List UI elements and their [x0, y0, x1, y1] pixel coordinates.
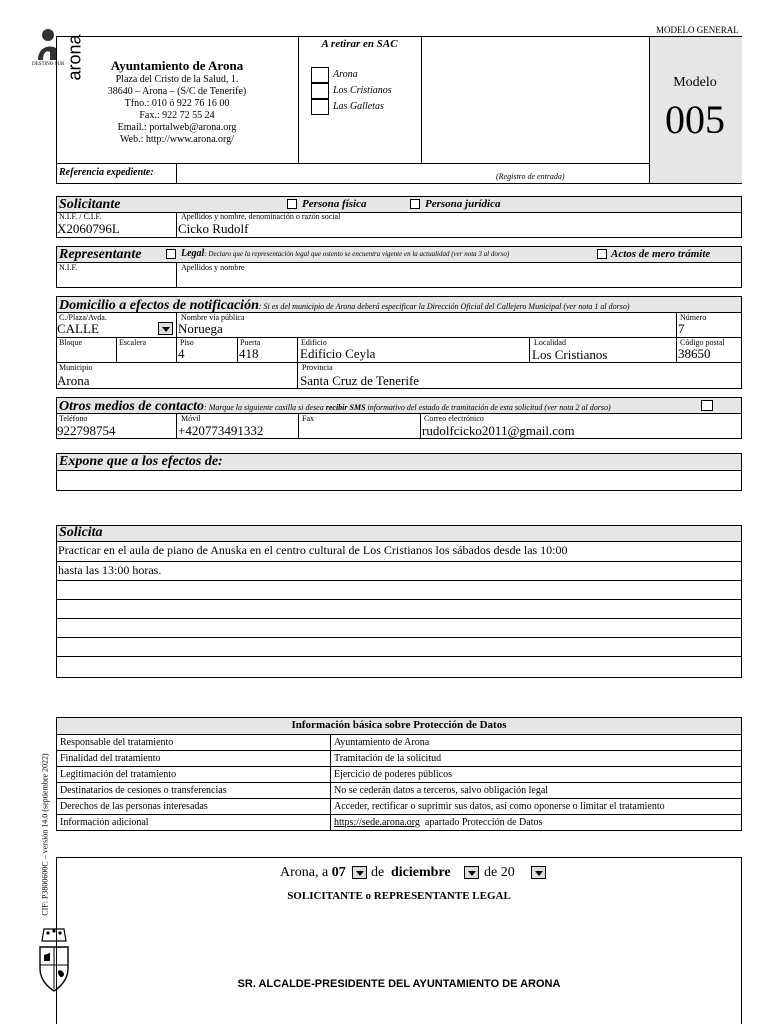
domicilio-title: Domicilio a efectos de notificación	[59, 298, 259, 313]
municipio-label: Municipio	[59, 363, 93, 372]
provincia-input[interactable]: Santa Cruz de Tenerife	[300, 373, 420, 388]
via-tipo-select[interactable]: CALLE	[57, 321, 99, 336]
dp-value: Ejercicio de poderes públicos	[334, 769, 453, 780]
via-nombre-label: Nombre vía pública	[181, 313, 245, 322]
localidad-input[interactable]: Los Cristianos	[532, 347, 608, 362]
via-nombre-input[interactable]: Noruega	[178, 321, 223, 336]
contacto-note-bold: recibir SMS	[325, 403, 366, 412]
cp-input[interactable]: 38650	[678, 346, 711, 361]
persona-juridica-label: Persona jurídica	[425, 198, 501, 210]
mero-tramite-label: Actos de mero trámite	[611, 248, 711, 260]
firma-date-line	[280, 865, 346, 881]
modelo-number: 005	[665, 97, 725, 142]
legal-declaration	[181, 248, 509, 259]
org-address1: Plaza del Cristo de la Salud, 1.	[115, 74, 239, 85]
dp-key: Destinatarios de cesiones o transferencias	[60, 785, 227, 796]
retirar-cristianos-checkbox[interactable]	[311, 83, 329, 99]
piso-label: Piso	[180, 338, 194, 347]
retirar-option-galletas: Las Galletas	[333, 101, 384, 112]
month-dropdown-icon[interactable]	[464, 866, 479, 879]
edificio-input[interactable]: Edificio Ceyla	[300, 346, 376, 361]
modelo-general-label: MODELO GENERAL	[656, 25, 739, 35]
email-label: Correo electrónico	[424, 414, 484, 423]
solicita-title: Solicita	[59, 525, 103, 540]
firma-de2: de 20	[484, 865, 515, 880]
dp-value: No se cederán datos a terceros, salvo obligación legal	[334, 785, 549, 796]
day-dropdown-icon[interactable]	[352, 866, 367, 879]
org-phone: Tfno.: 010 ó 922 76 16 00	[124, 98, 230, 109]
via-tipo-label: C./Plaza/Avda.	[59, 313, 107, 322]
retirar-option-arona: Arona	[333, 69, 358, 80]
domicilio-note: : Si es del municipio de Arona deberá especificar la Dirección Oficial del Callejero Municipal (ver nota 1 al dorso)	[258, 302, 630, 311]
registro-label: (Registro de entrada)	[496, 172, 565, 181]
municipio-input[interactable]: Arona	[57, 373, 90, 388]
legal-label: Legal	[181, 248, 205, 259]
solicita-line-2[interactable]: hasta las 13:00 horas.	[58, 563, 162, 577]
legal-checkbox[interactable]	[166, 249, 176, 259]
persona-fisica-checkbox[interactable]	[287, 199, 297, 209]
retirar-title: A retirar en SAC	[321, 38, 398, 50]
rep-nif-label: N.I.F.	[59, 263, 78, 272]
rep-nif-input[interactable]	[58, 272, 174, 286]
legal-text: : Declaro que la representación legal que ostento se encuentra vigente en la actualidad (ver nota 3 al dorso)	[204, 250, 510, 258]
fax-label: Fax	[302, 414, 314, 423]
dp-key: Responsable del tratamiento	[60, 737, 174, 748]
rep-nombre-label: Apellidos y nombre	[181, 263, 245, 272]
retirar-arona-checkbox[interactable]	[311, 67, 329, 83]
piso-input[interactable]: 4	[178, 346, 185, 361]
dp-value: Acceder, rectificar o suprimir sus datos, así como oponerse o limitar el tratamiento	[334, 801, 665, 812]
contacto-title: Otros medios de contacto	[59, 399, 205, 414]
telefono-input[interactable]: 922798754	[57, 423, 116, 438]
firma-day[interactable]: 07	[331, 865, 346, 880]
email-input[interactable]: rudolfcicko2011@gmail.com	[422, 423, 575, 438]
mero-tramite-checkbox[interactable]	[597, 249, 607, 259]
rep-nombre-input[interactable]	[178, 272, 738, 286]
dp-key: Finalidad del tratamiento	[60, 753, 161, 764]
representante-title: Representante	[59, 247, 142, 262]
domicilio-header	[59, 296, 630, 314]
edificio-label: Edificio	[301, 338, 327, 347]
solicitante-title: Solicitante	[59, 197, 121, 212]
contacto-note-pre: : Marque la siguiente casilla si desea	[204, 403, 326, 412]
year-dropdown-icon[interactable]	[531, 866, 546, 879]
footer-addressee: SR. ALCALDE-PRESIDENTE DEL AYUNTAMIENTO DE ARONA	[237, 978, 561, 990]
puerta-input[interactable]: 418	[239, 346, 259, 361]
contacto-note-post: informativo del estado de tramitación de esta solicitud (ver nota 2 al dorso)	[365, 403, 611, 412]
contacto-header	[59, 397, 611, 415]
nif-label: N.I.F. / C.I.F.	[59, 212, 102, 221]
persona-juridica-checkbox[interactable]	[410, 199, 420, 209]
dp-value: Tramitación de la solicitud	[334, 753, 442, 764]
nif-input[interactable]: X2060796L	[57, 221, 120, 236]
numero-input[interactable]: 7	[678, 321, 685, 336]
escalera-label: Escalera	[119, 338, 147, 347]
org-fax: Fax.: 922 72 55 24	[139, 110, 215, 121]
solicita-line-1[interactable]: Practicar en el aula de piano de Anuska en el centro cultural de Los Cristianos los sábados desde las 10:00	[58, 543, 568, 557]
numero-label: Número	[680, 313, 707, 322]
puerta-label: Puerta	[240, 338, 261, 347]
dp-key: Legitimación del tratamiento	[60, 769, 177, 780]
firma-de1: de	[371, 865, 385, 880]
firma-section	[56, 857, 742, 1024]
retirar-option-cristianos: Los Cristianos	[333, 85, 392, 96]
org-address2: 38640 – Arona – (S/C de Tenerife)	[107, 86, 247, 97]
retirar-galletas-checkbox[interactable]	[311, 99, 329, 115]
logo-text: arona	[64, 34, 85, 81]
provincia-label: Provincia	[302, 363, 333, 372]
movil-label: Móvil	[181, 414, 201, 423]
firma-place: Arona, a	[280, 865, 329, 880]
dp-info-cell	[334, 817, 542, 828]
firma-month[interactable]: diciembre	[391, 865, 451, 880]
dp-key: Información adicional	[60, 817, 149, 828]
via-tipo-dropdown-icon[interactable]	[158, 322, 173, 335]
expone-input[interactable]	[58, 472, 740, 489]
sms-checkbox[interactable]	[701, 400, 713, 411]
org-info	[56, 58, 298, 146]
nombre-input[interactable]: Cicko Rudolf	[178, 221, 249, 236]
dp-key: Derechos de las personas interesadas	[60, 801, 208, 812]
referencia-label: Referencia expediente:	[59, 167, 154, 178]
org-web: Web.: http://www.arona.org/	[120, 134, 234, 145]
bloque-label: Bloque	[59, 338, 83, 347]
modelo-label: Modelo	[673, 75, 717, 90]
logo-subtext: DESTINO SUR	[32, 62, 65, 67]
movil-input[interactable]: +420773491332	[178, 423, 264, 438]
cp-label: Código postal	[680, 338, 725, 347]
org-name: Ayuntamiento de Arona	[110, 58, 244, 73]
dp-info-link[interactable]: https://sede.arona.org	[334, 817, 420, 828]
dp-value: Ayuntamiento de Arona	[334, 737, 430, 748]
proteccion-title: Información básica sobre Protección de Datos	[291, 719, 507, 731]
org-email: Email.: portalweb@arona.org	[117, 122, 237, 133]
nombre-label: Apellidos y nombre, denominación o razón social	[181, 212, 341, 221]
localidad-label: Localidad	[534, 338, 566, 347]
side-version-text: CIF: P3800600C – versión 14.0 (septiembre 2022)	[40, 753, 50, 916]
expone-title: Expone que a los efectos de:	[59, 454, 223, 469]
firma-signer: SOLICITANTE o REPRESENTANTE LEGAL	[287, 890, 511, 902]
telefono-label: Teléfono	[59, 414, 88, 423]
dp-info-suffix: apartado Protección de Datos	[419, 817, 543, 828]
persona-fisica-label: Persona física	[302, 198, 367, 210]
